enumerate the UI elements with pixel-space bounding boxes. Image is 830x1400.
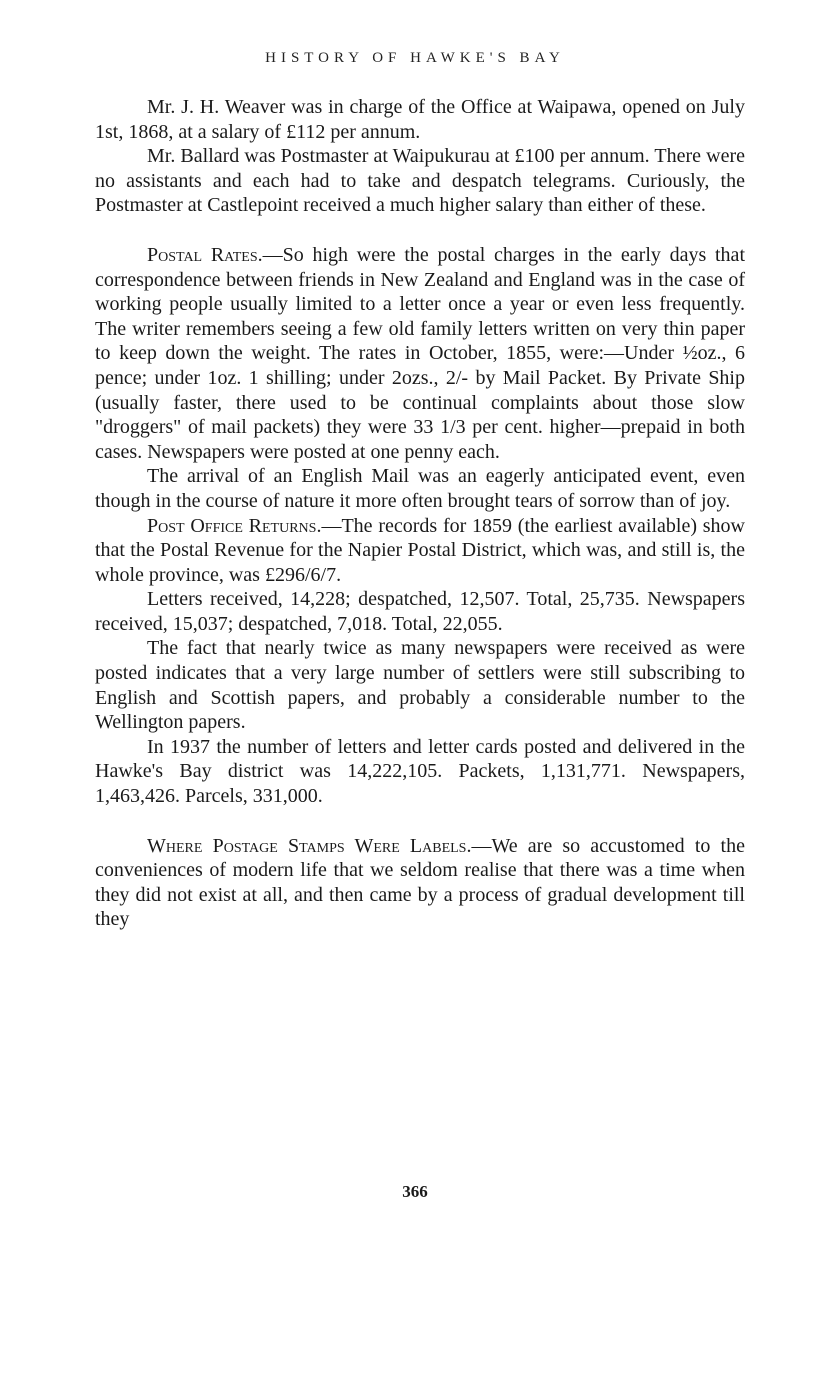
paragraph-1937-statistics: In 1937 the number of letters and letter cards posted and delivered in the Hawke's Bay district was 14,222,105. Packets, 1,131,771. Newspapers, 1,463,426. Parcels, 331,000.	[95, 735, 745, 808]
section-heading-post-office-returns: Post Office Returns.	[147, 514, 322, 537]
paragraph-waipukurau-postmaster: Mr. Ballard was Postmaster at Waipukurau at £100 per annum. There were no assistants and each had to take and despatch telegrams. Curiously, the Postmaster at Castlepoint received a much higher salary than either of these.	[95, 145, 745, 217]
body-text	[95, 95, 745, 932]
postal-rates-text: —So high were the postal charges in the early days that correspondence between friends in New Zealand and England was in the case of working people usually limited to a letter once a year or even less frequently. The writer remembers seeing a few old family letters written on very thin paper to keep down the weight. The rates in October, 1855, were:—Under ½oz., 6 pence; under 1oz. 1 shilling; under 2ozs., 2/- by Mail Packet. By Private Ship (usually faster, there used to be continual complaints about those slow "droggers" of mail packets) they were 33 1/3 per cent. higher—prepaid in both cases. Newspapers were posted at one penny each.	[95, 243, 745, 463]
paragraph-postage-stamps	[95, 834, 745, 932]
paragraph-letters-received: Letters received, 14,228; despatched, 12,507. Total, 25,735. Newspapers received, 15,037; despatched, 7,018. Total, 22,055.	[95, 588, 745, 635]
postage-stamps-text: —We are so accustomed to the conveniences of modern life that we seldom realise that there was a time when they did not exist at all, and then came by a process of gradual development till they	[95, 834, 745, 931]
paragraph-waipawa-office: Mr. J. H. Weaver was in charge of the Office at Waipawa, opened on July 1st, 1868, at a salary of £112 per annum.	[95, 96, 745, 143]
section-heading-postal-rates: Postal Rates.	[147, 243, 263, 266]
paragraph-newspapers-received: The fact that nearly twice as many newspapers were received as were posted indicates that a very large number of settlers were still subscribing to English and Scottish papers, and probably a considerable number to the Wellington papers.	[95, 637, 745, 734]
paragraph-postal-rates	[95, 243, 745, 464]
page-number: 366	[402, 1182, 428, 1201]
paragraph-english-mail: The arrival of an English Mail was an eagerly anticipated event, even though in the course of nature it more often brought tears of sorrow than of joy.	[95, 465, 745, 512]
post-office-returns-text: —The records for 1859 (the earliest available) show that the Postal Revenue for the Napier Postal District, which was, and still is, the whole province, was £296/6/7.	[95, 514, 745, 586]
paragraph-post-office-returns	[95, 514, 745, 588]
section-heading-postage-stamps: Where Postage Stamps Were Labels.	[147, 834, 472, 857]
running-head: HISTORY OF HAWKE'S BAY	[265, 50, 565, 66]
